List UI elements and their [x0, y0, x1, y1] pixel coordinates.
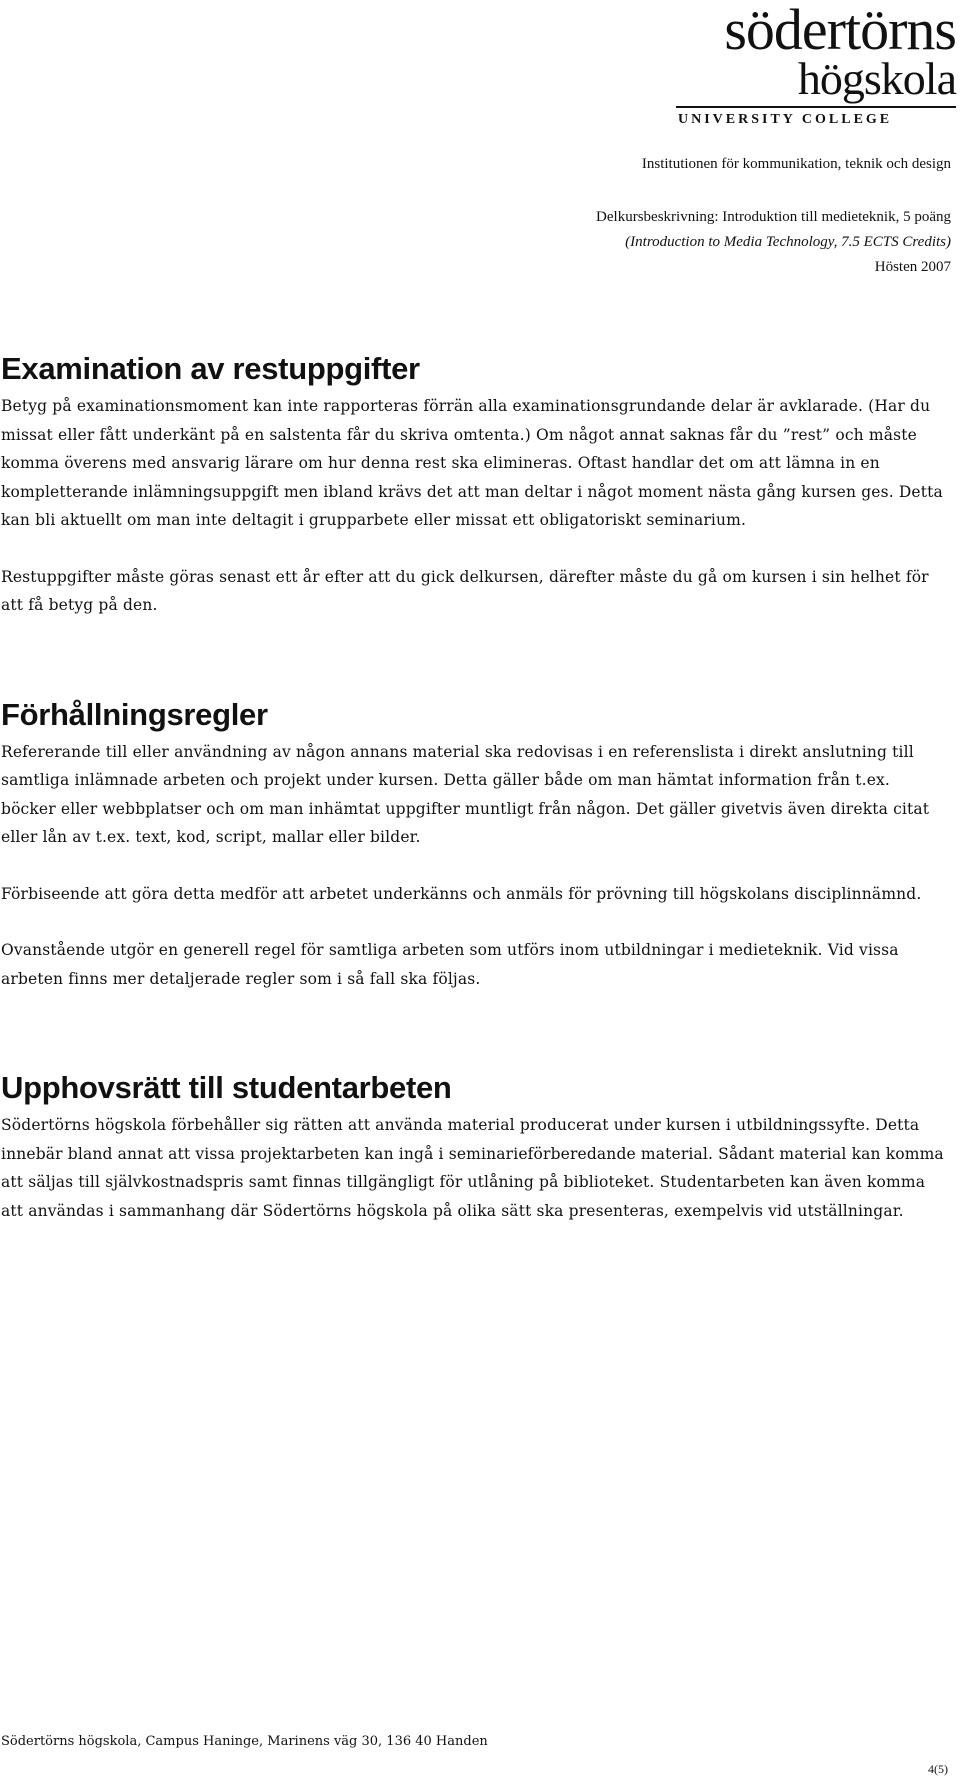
document-body	[1, 350, 946, 1225]
course-header	[596, 205, 951, 280]
section-heading: Upphovsrätt till studentarbeten	[1, 1070, 452, 1105]
paragraph: Södertörns högskola förbehåller sig rätten att använda material producerat under kursen i utbildningssyfte. Detta innebär bland annat att vissa projektarbeten kan ingå i seminarieförberedande material. Sådant material kan komma att säljas till självkostnadspris samt finnas tillgängligt för utlåning på biblioteket. Studentarbeten kan även komma att användas i sammanhang där Södertörns högskola på olika sätt ska presenteras, exempelvis vid utställningar.	[1, 1116, 944, 1220]
section-rules	[1, 696, 946, 994]
paragraph: Refererande till eller användning av någon annans material ska redovisas i en referenslista i direkt anslutning till samtliga inlämnade arbeten och projekt under kursen. Detta gäller både om man hämtat information från t.ex. böcker eller webbplatser och om man inhämtat uppgifter muntligt från någon. Det gäller givetvis även direkta citat eller lån av t.ex. text, kod, script, mallar eller bilder.	[1, 742, 930, 846]
section-copyright	[1, 1069, 946, 1225]
section-heading: Förhållningsregler	[1, 696, 268, 732]
logo-wordmark-line2: högskola	[797, 53, 956, 104]
course-line: Delkursbeskrivning: Introduktion till medieteknik, 5 poäng	[596, 209, 951, 225]
course-term: Hösten 2007	[874, 259, 951, 275]
logo-tagline: UNIVERSITY COLLEGE	[678, 112, 893, 127]
section-heading: Examination av restuppgifter	[1, 351, 420, 386]
section-examination	[1, 350, 946, 620]
logo-wordmark-line1: södertörns	[724, 0, 956, 62]
paragraph: Restuppgifter måste göras senast ett år efter att du gick delkursen, därefter måste du gå om kursen i sin helhet för att få betyg på den.	[1, 567, 929, 614]
university-logo	[656, 0, 956, 128]
footer-address: Södertörns högskola, Campus Haninge, Marinens väg 30, 136 40 Handen	[1, 1734, 488, 1749]
institution-name: Institutionen för kommunikation, teknik och design	[641, 156, 951, 172]
page-number: 4(5)	[928, 1762, 948, 1776]
paragraph: Betyg på examinationsmoment kan inte rapporteras förrän alla examinationsgrundande delar är avklarade. (Har du missat eller fått underkänt på en salstenta får du skriva omtenta.) Om något annat saknas får du ”rest” och måste komma överens med ansvarig lärare om hur denna rest ska elimineras. Oftast handlar det om att lämna in en kompletterande inlämningsuppgift men ibland krävs det att man deltar i något moment nästa gång kursen ges. Detta kan bli aktuellt om man inte deltagit i grupparbete eller missat ett obligatoriskt seminarium.	[1, 397, 943, 529]
logo-divider	[676, 106, 956, 108]
paragraph: Förbiseende att göra detta medför att arbetet underkänns och anmäls för prövning till högskolans disciplinnämnd.	[1, 884, 922, 903]
paragraph: Ovanstående utgör en generell regel för samtliga arbeten som utförs inom utbildningar i medieteknik. Vid vissa arbeten finns mer detaljerade regler som i så fall ska följas.	[1, 941, 899, 988]
course-english-title: (Introduction to Media Technology, 7.5 ECTS Credits)	[625, 234, 951, 250]
